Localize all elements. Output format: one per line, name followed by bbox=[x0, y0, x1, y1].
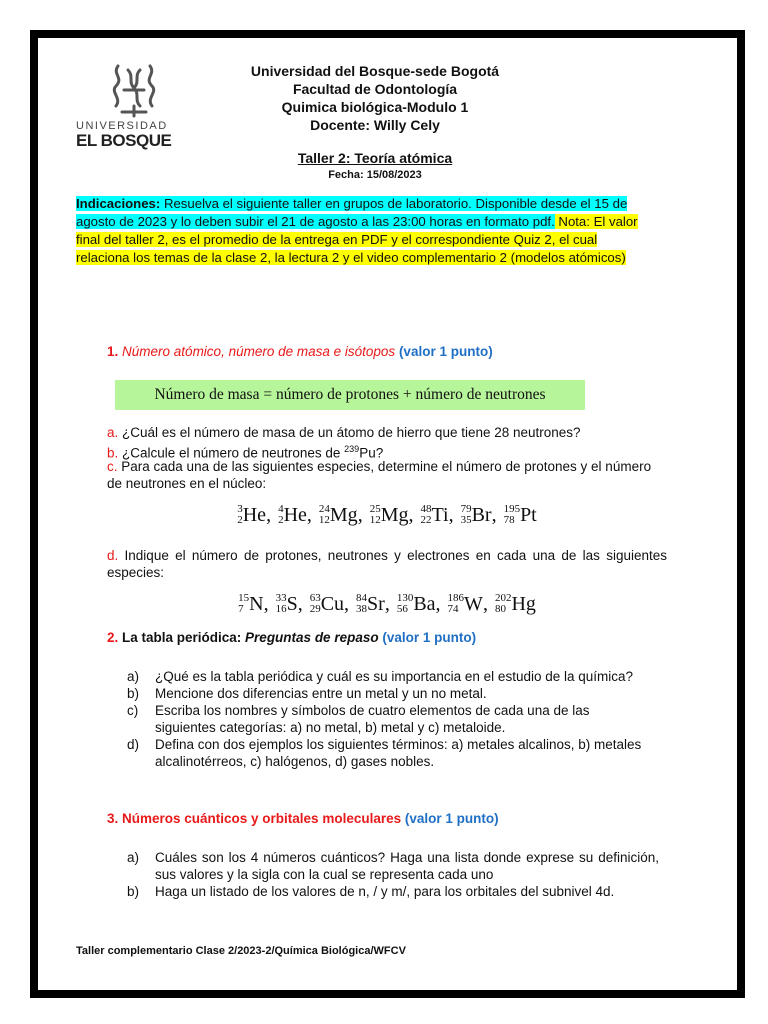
nuclide-scripts bbox=[356, 593, 367, 615]
nuclide-scripts bbox=[504, 504, 521, 526]
mass-number: 4 bbox=[278, 503, 284, 516]
question-1b-superscript: 239 bbox=[344, 444, 360, 454]
element-symbol: Br bbox=[471, 503, 492, 526]
question-1c-text: Para cada una de las siguientes especies, determine el número de protones y el número de neutrones en el núcleo: bbox=[107, 459, 652, 491]
nuclide-scripts bbox=[238, 593, 249, 615]
section-3-value: (valor 1 punto) bbox=[404, 811, 499, 826]
nuclide-scripts bbox=[276, 593, 287, 615]
element-symbol: Pt bbox=[520, 503, 537, 526]
nuclide-list-c bbox=[107, 503, 667, 527]
question-1d bbox=[107, 547, 667, 581]
question-1c-mark: c. bbox=[107, 459, 118, 474]
mass-number: 79 bbox=[460, 503, 472, 516]
section-2-title: La tabla periódica: bbox=[118, 630, 246, 645]
list-item-text: Defina con dos ejemplos los siguientes términos: a) metales alcalinos, b) metales alcalinotérreos, c) halógenos, d) gases nobles. bbox=[155, 737, 642, 769]
separator: , bbox=[263, 592, 269, 615]
question-1b-text-end: Pu? bbox=[359, 445, 384, 461]
nuclide-scripts bbox=[370, 504, 381, 526]
section-3-item-b bbox=[127, 883, 659, 900]
list-item-text: Haga un listado de los valores de n, / y m/, para los orbitales del subnivel 4d. bbox=[155, 884, 615, 899]
nuclide bbox=[356, 592, 390, 616]
element-symbol: Ba bbox=[413, 592, 436, 615]
list-marker: b) bbox=[127, 884, 140, 899]
nuclide bbox=[397, 592, 441, 616]
list-marker: b) bbox=[127, 686, 140, 701]
atomic-number: 38 bbox=[356, 603, 368, 616]
mass-number: 130 bbox=[396, 592, 414, 605]
question-1d-mark: d. bbox=[107, 548, 119, 563]
mass-number: 48 bbox=[420, 503, 432, 516]
section-2-item-c bbox=[127, 702, 652, 736]
nuclide bbox=[461, 503, 497, 527]
instructions-paragraph bbox=[76, 195, 646, 267]
mass-number-equation: Número de masa = número de protones + número de neutrones bbox=[115, 380, 585, 410]
separator: , bbox=[384, 592, 390, 615]
separator: , bbox=[344, 592, 350, 615]
nuclide bbox=[495, 592, 536, 616]
separator: , bbox=[306, 503, 312, 526]
nuclide bbox=[448, 592, 488, 616]
document-header bbox=[210, 62, 540, 134]
nuclide bbox=[237, 503, 271, 527]
header-course: Quimica biológica-Modulo 1 bbox=[281, 99, 469, 115]
nuclide bbox=[319, 503, 363, 527]
atomic-number: 12 bbox=[318, 514, 330, 527]
question-1b-mark: b. bbox=[107, 445, 119, 461]
question-1a-text: ¿Cuál es el número de masa de un átomo de hierro que tiene 28 neutrones? bbox=[118, 425, 581, 440]
section-2-item-b bbox=[127, 685, 652, 702]
element-symbol: W bbox=[464, 592, 483, 615]
section-3-heading bbox=[107, 811, 499, 826]
atomic-number: 78 bbox=[503, 514, 515, 527]
header-university: Universidad del Bosque-sede Bogotá bbox=[250, 63, 500, 79]
element-symbol: Ti bbox=[431, 503, 449, 526]
atomic-number: 29 bbox=[309, 603, 321, 616]
separator: , bbox=[408, 503, 414, 526]
mass-number: 3 bbox=[237, 503, 243, 516]
mass-number: 186 bbox=[447, 592, 465, 605]
document-title: Taller 2: Teoría atómica bbox=[297, 150, 453, 166]
section-3-item-a bbox=[127, 849, 659, 883]
nuclide bbox=[370, 503, 414, 527]
list-marker: c) bbox=[127, 703, 139, 718]
nuclide-scripts bbox=[310, 593, 321, 615]
nuclide-scripts bbox=[319, 504, 330, 526]
element-symbol: He bbox=[283, 503, 307, 526]
element-symbol: N bbox=[249, 592, 264, 615]
logo-line-2: EL BOSQUE bbox=[76, 131, 172, 150]
mass-number: 25 bbox=[369, 503, 381, 516]
section-3-questions bbox=[127, 849, 659, 900]
section-1-heading bbox=[107, 344, 493, 359]
element-symbol: Mg bbox=[380, 503, 409, 526]
section-1-title: Número atómico, número de masa e isótopos bbox=[122, 344, 396, 359]
separator: , bbox=[491, 503, 497, 526]
atomic-number: 80 bbox=[494, 603, 506, 616]
atomic-number: 56 bbox=[396, 603, 408, 616]
header-faculty: Facultad de Odontología bbox=[292, 81, 458, 97]
list-item-text: ¿Qué es la tabla periódica y cuál es su importancia en el estudio de la química? bbox=[155, 669, 634, 684]
nuclide bbox=[238, 592, 268, 616]
nuclide-list-d bbox=[107, 592, 667, 616]
list-marker: d) bbox=[127, 737, 140, 752]
page-footer: Taller complementario Clase 2/2023-2/Química Biológica/WFCV bbox=[76, 945, 406, 957]
section-2-item-d bbox=[127, 736, 652, 770]
section-2-subtitle: Preguntas de repaso bbox=[245, 630, 379, 645]
nuclide-scripts bbox=[461, 504, 472, 526]
section-3-title: 3. Números cuánticos y orbitales moleculares bbox=[107, 811, 402, 826]
section-2-item-a bbox=[127, 668, 652, 685]
section-2-value: (valor 1 punto) bbox=[382, 630, 477, 645]
element-symbol: Cu bbox=[320, 592, 345, 615]
header-teacher: Docente: Willy Cely bbox=[310, 117, 440, 133]
nuclide bbox=[276, 592, 303, 616]
nuclide bbox=[504, 503, 537, 527]
section-1-value: (valor 1 punto) bbox=[398, 344, 493, 359]
question-1d-text: Indique el número de protones, neutrones y electrones en cada una de las siguientes especies: bbox=[107, 548, 667, 580]
section-1-number: 1. bbox=[107, 344, 119, 359]
nuclide bbox=[420, 503, 453, 527]
question-1a bbox=[107, 424, 667, 441]
section-2-number: 2. bbox=[107, 630, 119, 645]
list-marker: a) bbox=[127, 850, 140, 865]
question-1c bbox=[107, 458, 667, 492]
element-symbol: Sr bbox=[367, 592, 385, 615]
nuclide-scripts bbox=[495, 593, 512, 615]
list-marker: a) bbox=[127, 669, 140, 684]
atomic-number: 12 bbox=[369, 514, 381, 527]
instructions-label: Indicaciones: bbox=[76, 196, 161, 211]
list-item-text: Cuáles son los 4 números cuánticos? Haga una lista donde exprese su definición, sus valores y la sigla con la cual se representa cada uno bbox=[155, 850, 659, 882]
atomic-number: 2 bbox=[278, 514, 284, 527]
atomic-number: 16 bbox=[275, 603, 287, 616]
element-symbol: Mg bbox=[329, 503, 358, 526]
element-symbol: S bbox=[286, 592, 298, 615]
separator: , bbox=[357, 503, 363, 526]
separator: , bbox=[435, 592, 441, 615]
mass-number: 15 bbox=[238, 592, 250, 605]
nuclide bbox=[278, 503, 312, 527]
element-symbol: He bbox=[242, 503, 267, 526]
mass-number: 24 bbox=[318, 503, 330, 516]
atomic-number: 74 bbox=[447, 603, 459, 616]
mass-number: 63 bbox=[309, 592, 321, 605]
mass-number: 33 bbox=[275, 592, 287, 605]
nuclide-scripts bbox=[397, 593, 414, 615]
instructions-text: Resuelva el siguiente taller en grupos de laboratorio. Disponible desde el 15 de agosto de 2023 y lo deben subir el 21 de agosto a las 23:00 horas en formato pdf. bbox=[76, 196, 628, 229]
mass-number: 84 bbox=[356, 592, 368, 605]
nuclide-scripts bbox=[448, 593, 465, 615]
list-item-text: Escriba los nombres y símbolos de cuatro elementos de cada una de las siguientes categorías: a) no metal, b) metal y c) metaloide. bbox=[155, 703, 590, 735]
atomic-number: 2 bbox=[237, 514, 243, 527]
list-item-text: Mencione dos diferencias entre un metal y un no metal. bbox=[155, 686, 487, 701]
atomic-number: 7 bbox=[238, 603, 244, 616]
nuclide-scripts bbox=[420, 504, 431, 526]
question-1b-text: ¿Calcule el número de neutrones de bbox=[118, 445, 345, 461]
separator: , bbox=[482, 592, 488, 615]
mass-number: 202 bbox=[494, 592, 512, 605]
section-2-heading bbox=[107, 630, 476, 645]
atomic-number: 35 bbox=[460, 514, 472, 527]
instructions-note: Nota: El valor final del taller 2, es el promedio de la entrega en PDF y el correspondiente Quiz 2, el cual relaciona los temas de la clase 2, la lectura 2 y el video complementario 2 (modelos atómicos) bbox=[76, 214, 638, 265]
separator: , bbox=[448, 503, 454, 526]
university-emblem-icon bbox=[108, 60, 160, 118]
element-symbol: Hg bbox=[511, 592, 536, 615]
section-2-questions bbox=[127, 668, 652, 770]
university-logo bbox=[76, 60, 186, 151]
question-1a-mark: a. bbox=[107, 425, 119, 440]
logo-line-1: UNIVERSIDAD bbox=[76, 120, 168, 132]
nuclide bbox=[310, 592, 349, 616]
document-date: Fecha: 15/08/2023 bbox=[328, 169, 422, 181]
atomic-number: 22 bbox=[420, 514, 432, 527]
separator: , bbox=[297, 592, 303, 615]
mass-number: 195 bbox=[503, 503, 521, 516]
separator: , bbox=[266, 503, 272, 526]
